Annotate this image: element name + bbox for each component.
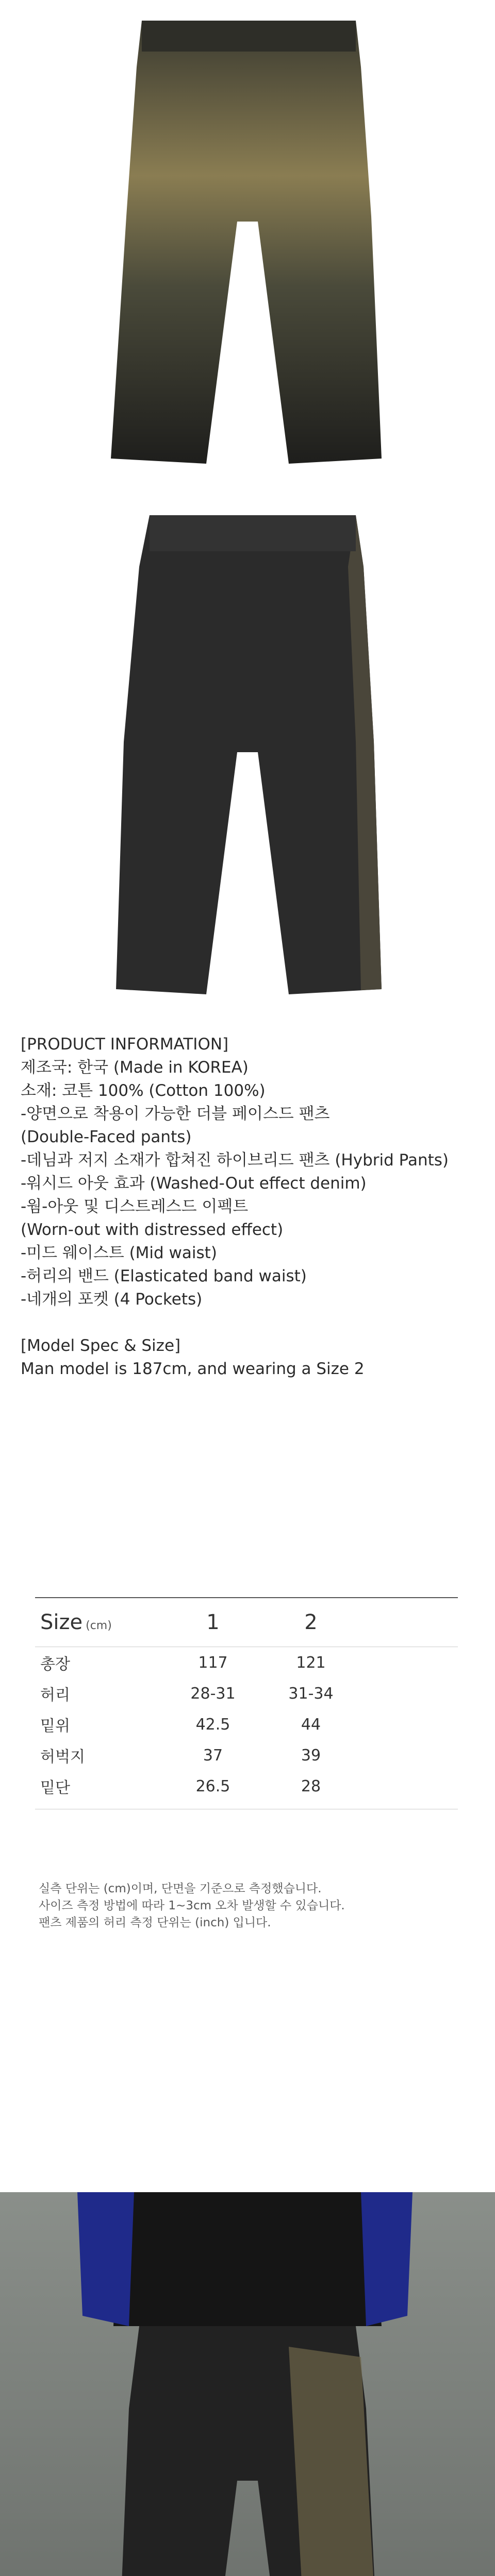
cell-size-1: 42.5	[195, 1715, 230, 1734]
info-line: -양면으로 착용이 가능한 더블 페이스드 팬츠	[21, 1105, 330, 1123]
info-line: -워시드 아웃 효과 (Washed-Out effect denim)	[21, 1174, 367, 1193]
model-photo-jersey-side	[0, 2192, 495, 2576]
info-line: -허리의 밴드 (Elasticated band waist)	[21, 1267, 307, 1285]
cell-size-2: 44	[301, 1715, 321, 1734]
table-row	[35, 1709, 458, 1740]
cell-size-1: 28-31	[190, 1684, 236, 1703]
cell-size-2: 121	[296, 1653, 326, 1672]
info-line: 제조국: 한국 (Made in KOREA)	[21, 1058, 249, 1077]
table-row	[35, 1647, 458, 1678]
model-spec-text: Man model is 187cm, and wearing a Size 2	[21, 1360, 365, 1378]
size-table-header	[35, 1597, 458, 1647]
cell-size-2: 39	[301, 1746, 321, 1765]
info-line: (Double-Faced pants)	[21, 1128, 192, 1146]
cell-size-2: 28	[301, 1777, 321, 1795]
product-photo-back-jersey	[0, 495, 495, 1020]
product-information	[21, 1033, 474, 1381]
row-label: 총장	[40, 1655, 70, 1673]
table-row	[35, 1678, 458, 1709]
cell-size-1: 37	[203, 1746, 223, 1765]
note-line: 사이즈 측정 방법에 따라 1~3cm 오차 발생할 수 있습니다.	[39, 1899, 345, 1912]
row-label: 허리	[40, 1686, 70, 1704]
size-1-header: 1	[206, 1611, 220, 1634]
info-line: -웜-아웃 및 디스트레스드 이펙트	[21, 1197, 249, 1216]
cell-size-1: 117	[198, 1653, 228, 1672]
info-line: (Worn-out with distressed effect)	[21, 1221, 284, 1239]
size-2-header: 2	[304, 1611, 318, 1634]
measurement-notes	[39, 1880, 345, 1931]
table-row	[35, 1740, 458, 1771]
info-line: -네개의 포켓 (4 Pockets)	[21, 1290, 203, 1309]
table-row	[35, 1771, 458, 1802]
info-line: -미드 웨이스트 (Mid waist)	[21, 1244, 217, 1262]
cell-size-1: 26.5	[195, 1777, 230, 1795]
size-table	[35, 1597, 458, 1809]
row-label: 밑위	[40, 1717, 70, 1735]
product-photo-front-denim	[0, 0, 495, 479]
info-line: [PRODUCT INFORMATION]	[21, 1035, 229, 1054]
note-line: 실측 단위는 (cm)이며, 단면을 기준으로 측정했습니다.	[39, 1882, 322, 1895]
row-label: 허벅지	[40, 1748, 85, 1766]
cell-size-2: 31-34	[288, 1684, 334, 1703]
size-unit: (cm)	[86, 1619, 112, 1632]
note-line: 팬츠 제품의 허리 측정 단위는 (inch) 입니다.	[39, 1916, 271, 1929]
size-label: Size	[40, 1611, 83, 1634]
info-line: 소재: 코튼 100% (Cotton 100%)	[21, 1081, 266, 1100]
info-line: -데님과 저지 소재가 합쳐진 하이브리드 팬츠 (Hybrid Pants)	[21, 1151, 449, 1170]
row-label: 밑단	[40, 1779, 70, 1797]
model-spec-title: [Model Spec & Size]	[21, 1336, 181, 1355]
